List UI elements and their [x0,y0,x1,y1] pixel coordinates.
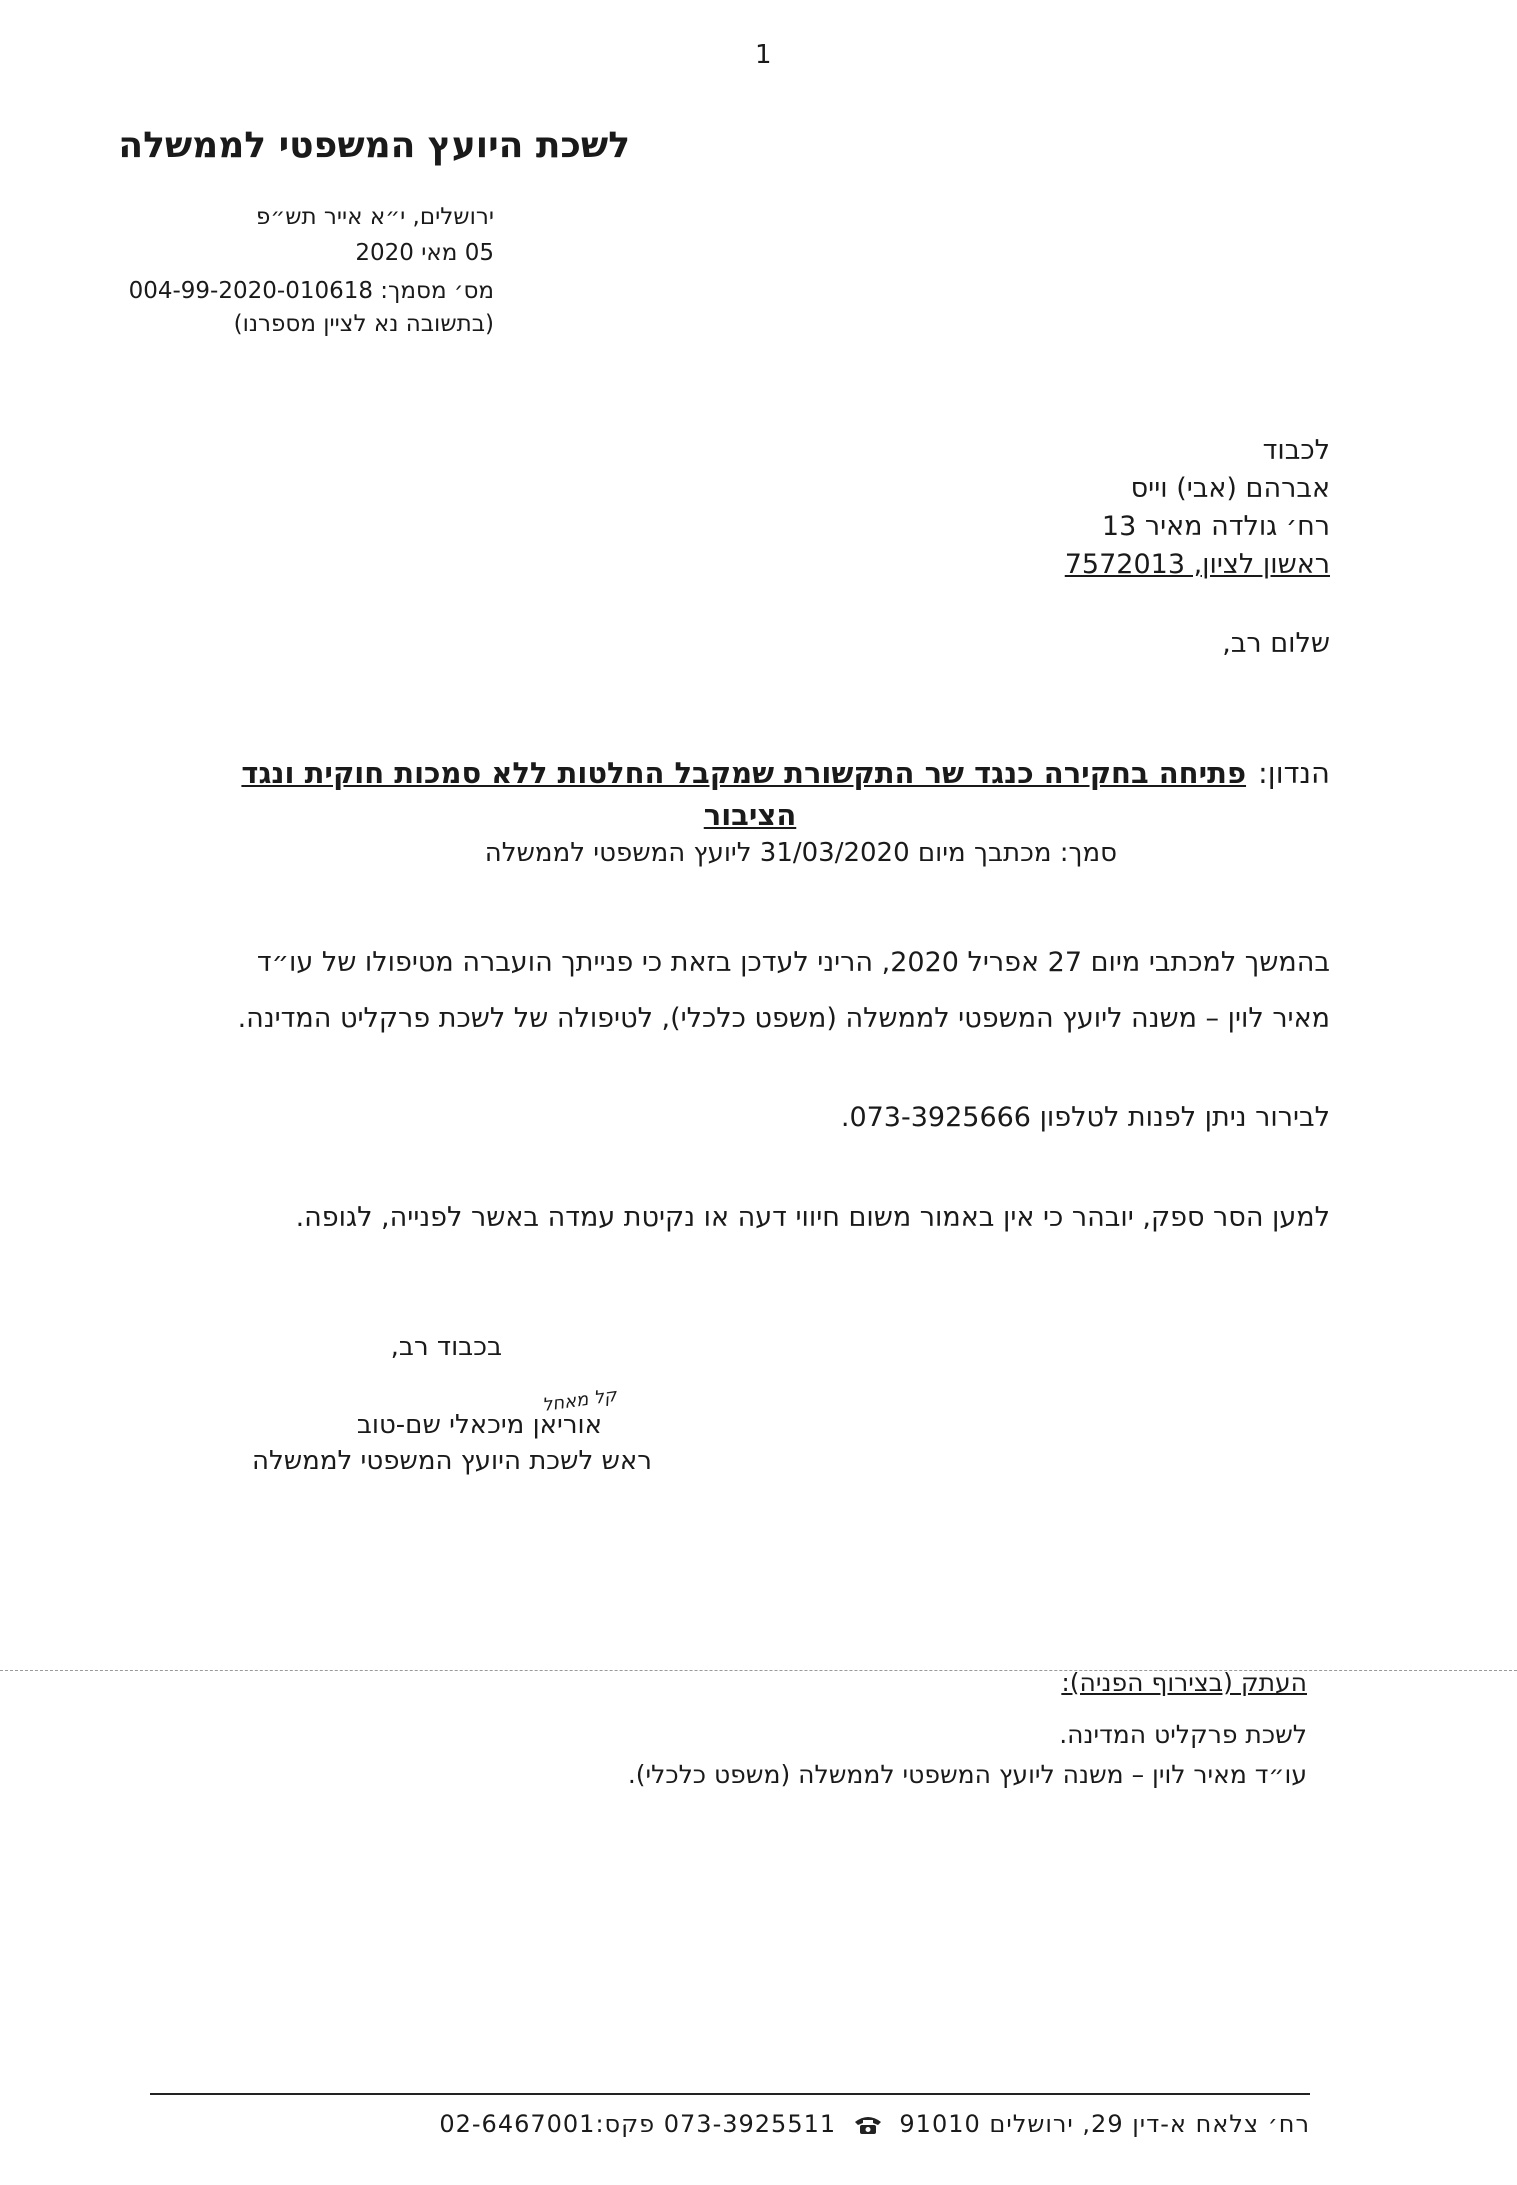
gregorian-date: 05 מאי 2020 [355,240,494,266]
footer-divider [150,2093,1310,2095]
office-letterhead: לשכת היועץ המשפטי לממשלה [118,125,630,166]
hebrew-date-line: ירושלים, י״א אייר תש״פ [256,204,494,230]
recipient-city: ראשון לציון, 7572013 [1064,549,1330,580]
footer-fax: פקס:02-6467001 [439,2110,656,2138]
subject-reference: סמך: מכתבך מיום 31/03/2020 ליועץ המשפטי לממשלה [484,838,1117,868]
footer-address: רח׳ צלאח א-דין 29, ירושלים 91010 [899,2110,1310,2138]
closing: בכבוד רב, [390,1332,502,1362]
signer-title: ראש לשכת היועץ המשפטי לממשלה [251,1446,652,1476]
recipient-salutation: לכבוד [1262,435,1330,466]
subject-lead: הנדון: [1258,756,1330,790]
body-paragraph-3: למען הסר ספק, יובהר כי אין באמור משום חיווי דעה או נקיטת עמדה באשר לפנייה, לגופה. [295,1202,1330,1233]
body-paragraph-1: בהמשך למכתבי מיום 27 אפריל 2020, הריני לעדכן בזאת כי פנייתך הועברה מטיפולו של עו״ד מאיר לוין – משנה ליועץ המשפטי לממשלה (משפט כלכלי), לטיפולה של לשכת פרקליט המדינה. [237,947,1330,1034]
reply-reference-note: (בתשובה נא לציין מספרנו) [233,311,494,337]
handwritten-initials: קל מאחל [540,1384,619,1417]
subject-line-2: הציבור [703,798,797,832]
cc-recipient-1: לשכת פרקליט המדינה. [1059,1720,1307,1749]
subject-block [170,752,1330,836]
footer-phone: 073-3925511 [663,2110,837,2138]
cc-heading: העתק (בצירוף הפניה): [1061,1668,1307,1697]
page-number: 1 [755,40,772,70]
recipient-name: אברהם (אבי) וייס [1130,473,1330,504]
subject-line-1: פתיחה בחקירה כנגד שר התקשורת שמקבל החלטות ללא סמכות חוקית ונגד [241,756,1247,790]
document-reference-number: מס׳ מסמך: 004-99-2020-010618 [128,278,494,304]
recipient-street: רח׳ גולדה מאיר 13 [1101,511,1330,542]
greeting: שלום רב, [1222,628,1330,659]
telephone-icon [853,2114,883,2136]
body-paragraph-2: לבירור ניתן לפנות לטלפון 073-3925666. [840,1102,1330,1133]
footer-contact [439,2110,1310,2138]
signer-name: אוריאן מיכאלי שם-טוב [356,1410,602,1440]
cc-recipient-2: עו״ד מאיר לוין – משנה ליועץ המשפטי לממשלה (משפט כלכלי). [627,1760,1307,1789]
